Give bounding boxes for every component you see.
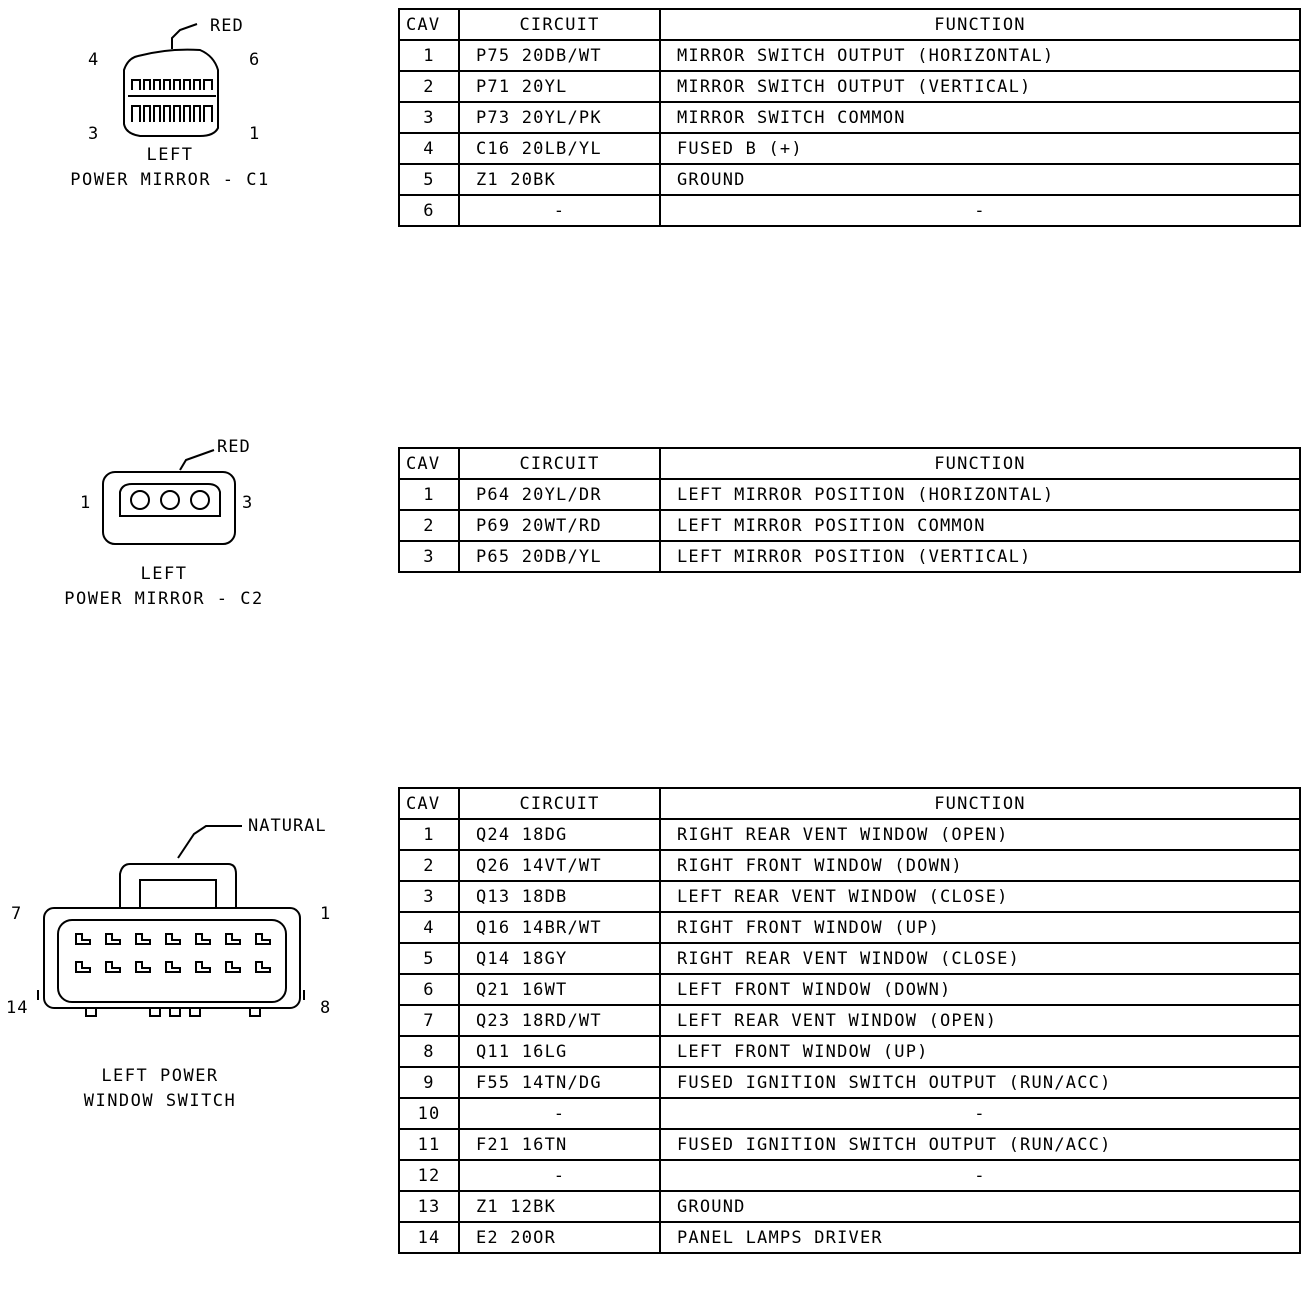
cav-cell: 10: [399, 1098, 459, 1129]
circuit-cell: Q21 16WT: [459, 974, 660, 1005]
cav-cell: 5: [399, 164, 459, 195]
header-function: FUNCTION: [660, 9, 1300, 40]
connector-power-window-switch: [0, 770, 360, 1130]
table-row: [399, 195, 1300, 226]
function-cell: RIGHT REAR VENT WINDOW (CLOSE): [660, 943, 1300, 974]
header-cav: CAV: [399, 448, 459, 479]
function-cell: GROUND: [660, 1191, 1300, 1222]
lock-tab: [178, 826, 242, 858]
function-cell: FUSED IGNITION SWITCH OUTPUT (RUN/ACC): [660, 1067, 1300, 1098]
terminal-cavity: [256, 934, 270, 944]
terminal-row-top: [132, 80, 212, 90]
terminal-row-bottom: [132, 106, 212, 122]
circuit-cell: Q26 14VT/WT: [459, 850, 660, 881]
table-row: [399, 541, 1300, 572]
table-row: [399, 1222, 1300, 1253]
terminal-1: [131, 491, 149, 509]
circuit-cell: Q23 18RD/WT: [459, 1005, 660, 1036]
color-label: RED: [217, 437, 251, 457]
cav-cell: 4: [399, 133, 459, 164]
table-row: [399, 1191, 1300, 1222]
latch-window: [140, 880, 216, 908]
pin-label-bottom-left: 3: [88, 124, 100, 144]
function-cell: LEFT FRONT WINDOW (UP): [660, 1036, 1300, 1067]
pinout-table-c2: [398, 447, 1301, 573]
terminal-cavity: [166, 934, 180, 944]
pinout-table-window-switch: [398, 787, 1301, 1254]
function-cell: LEFT REAR VENT WINDOW (CLOSE): [660, 881, 1300, 912]
function-cell: RIGHT FRONT WINDOW (UP): [660, 912, 1300, 943]
cav-cell: 13: [399, 1191, 459, 1222]
function-cell: -: [660, 1098, 1300, 1129]
pin-label-bottom-left: 14: [6, 998, 29, 1018]
table-row: [399, 71, 1300, 102]
latch-hood: [120, 864, 236, 908]
table-body: [399, 479, 1300, 572]
header-cav: CAV: [399, 788, 459, 819]
cav-cell: 1: [399, 479, 459, 510]
circuit-cell: Q14 18GY: [459, 943, 660, 974]
function-cell: -: [660, 1160, 1300, 1191]
terminal-cavity: [166, 962, 180, 972]
function-cell: RIGHT FRONT WINDOW (DOWN): [660, 850, 1300, 881]
caption-line-2: POWER MIRROR - C1: [70, 170, 270, 190]
function-cell: FUSED B (+): [660, 133, 1300, 164]
lock-tab: [172, 24, 197, 49]
cav-cell: 9: [399, 1067, 459, 1098]
table-header-row: [399, 448, 1300, 479]
cav-cell: 5: [399, 943, 459, 974]
caption-line-1: LEFT: [140, 564, 188, 584]
table-row: [399, 1160, 1300, 1191]
cav-cell: 8: [399, 1036, 459, 1067]
circuit-cell: Q24 18DG: [459, 819, 660, 850]
table-row: [399, 1129, 1300, 1160]
header-function: FUNCTION: [660, 448, 1300, 479]
function-cell: MIRROR SWITCH OUTPUT (HORIZONTAL): [660, 40, 1300, 71]
function-cell: LEFT MIRROR POSITION (VERTICAL): [660, 541, 1300, 572]
terminal-2: [161, 491, 179, 509]
cav-cell: 1: [399, 40, 459, 71]
circuit-cell: E2 20OR: [459, 1222, 660, 1253]
table-row: [399, 974, 1300, 1005]
connector-caption: [40, 1064, 280, 1114]
function-cell: LEFT REAR VENT WINDOW (OPEN): [660, 1005, 1300, 1036]
pinout-table-c1: [398, 8, 1301, 227]
circuit-cell: -: [459, 1160, 660, 1191]
pin-label-top-left: 7: [11, 904, 23, 924]
pin-label-top-right: 1: [320, 904, 332, 924]
terminal-cavity: [256, 962, 270, 972]
terminal-cavity: [76, 934, 90, 944]
section-power-mirror-c1: [0, 0, 1312, 250]
function-cell: MIRROR SWITCH COMMON: [660, 102, 1300, 133]
table-row: [399, 819, 1300, 850]
table-header-row: [399, 9, 1300, 40]
table-row: [399, 1005, 1300, 1036]
caption-line-1: LEFT: [146, 145, 194, 165]
cav-cell: 12: [399, 1160, 459, 1191]
terminal-cavity: [196, 962, 210, 972]
function-cell: LEFT MIRROR POSITION COMMON: [660, 510, 1300, 541]
header-circuit: CIRCUIT: [459, 9, 660, 40]
function-cell: FUSED IGNITION SWITCH OUTPUT (RUN/ACC): [660, 1129, 1300, 1160]
connector-caption: [28, 562, 300, 612]
circuit-cell: Q16 14BR/WT: [459, 912, 660, 943]
terminal-3: [191, 491, 209, 509]
function-cell: LEFT FRONT WINDOW (DOWN): [660, 974, 1300, 1005]
circuit-cell: P65 20DB/YL: [459, 541, 660, 572]
header-circuit: CIRCUIT: [459, 448, 660, 479]
table-row: [399, 912, 1300, 943]
table-body: [399, 819, 1300, 1253]
cav-cell: 3: [399, 881, 459, 912]
cav-cell: 4: [399, 912, 459, 943]
cav-cell: 3: [399, 541, 459, 572]
header-function: FUNCTION: [660, 788, 1300, 819]
table-row: [399, 133, 1300, 164]
circuit-cell: P75 20DB/WT: [459, 40, 660, 71]
terminal-cavity: [226, 962, 240, 972]
table-row: [399, 102, 1300, 133]
terminal-grid: [76, 934, 270, 972]
pin-label-left: 1: [80, 493, 92, 513]
terminal-cavity: [106, 962, 120, 972]
lock-tab: [180, 450, 214, 470]
function-cell: PANEL LAMPS DRIVER: [660, 1222, 1300, 1253]
header-circuit: CIRCUIT: [459, 788, 660, 819]
table-row: [399, 1036, 1300, 1067]
cav-cell: 11: [399, 1129, 459, 1160]
circuit-cell: -: [459, 1098, 660, 1129]
function-cell: RIGHT REAR VENT WINDOW (OPEN): [660, 819, 1300, 850]
cav-cell: 2: [399, 850, 459, 881]
terminal-cavity: [196, 934, 210, 944]
connector-power-mirror-c2: [0, 420, 360, 620]
table-row: [399, 881, 1300, 912]
terminal-cavity: [226, 934, 240, 944]
circuit-cell: F21 16TN: [459, 1129, 660, 1160]
section-power-mirror-c2: [0, 420, 1312, 620]
bottom-tabs: [86, 1008, 260, 1016]
circuit-cell: Z1 20BK: [459, 164, 660, 195]
table-row: [399, 1098, 1300, 1129]
table-row: [399, 164, 1300, 195]
caption-line-2: POWER MIRROR - C2: [64, 589, 264, 609]
cav-cell: 14: [399, 1222, 459, 1253]
color-label: RED: [210, 16, 244, 36]
header-cav: CAV: [399, 9, 459, 40]
circuit-cell: P71 20YL: [459, 71, 660, 102]
terminal-frame: [120, 484, 220, 516]
connector-caption: [40, 143, 300, 193]
pin-label-bottom-right: 1: [249, 124, 261, 144]
cav-cell: 3: [399, 102, 459, 133]
terminal-cavity: [106, 934, 120, 944]
connector-body: [124, 50, 218, 136]
cav-cell: 2: [399, 510, 459, 541]
pin-label-top-left: 4: [88, 50, 100, 70]
function-cell: MIRROR SWITCH OUTPUT (VERTICAL): [660, 71, 1300, 102]
pin-label-top-right: 6: [249, 50, 261, 70]
table-row: [399, 510, 1300, 541]
circuit-cell: Z1 12BK: [459, 1191, 660, 1222]
pin-label-right: 3: [242, 493, 254, 513]
table-row: [399, 479, 1300, 510]
table-row: [399, 1067, 1300, 1098]
caption-line-2: WINDOW SWITCH: [83, 1091, 237, 1111]
pin-label-bottom-right: 8: [320, 998, 332, 1018]
color-label: NATURAL: [248, 816, 327, 836]
table-body: [399, 40, 1300, 226]
table-row: [399, 943, 1300, 974]
circuit-cell: P69 20WT/RD: [459, 510, 660, 541]
connector-shell: [44, 908, 300, 1008]
table-row: [399, 850, 1300, 881]
function-cell: GROUND: [660, 164, 1300, 195]
connector-power-mirror-c1: [0, 0, 360, 200]
circuit-cell: F55 14TN/DG: [459, 1067, 660, 1098]
circuit-cell: Q13 18DB: [459, 881, 660, 912]
cav-cell: 6: [399, 974, 459, 1005]
function-cell: -: [660, 195, 1300, 226]
function-cell: LEFT MIRROR POSITION (HORIZONTAL): [660, 479, 1300, 510]
circuit-cell: P73 20YL/PK: [459, 102, 660, 133]
circuit-cell: P64 20YL/DR: [459, 479, 660, 510]
cav-cell: 2: [399, 71, 459, 102]
circuit-cell: C16 20LB/YL: [459, 133, 660, 164]
section-power-window-switch: [0, 770, 1312, 1294]
caption-line-1: LEFT POWER: [101, 1066, 219, 1086]
terminal-cavity: [136, 962, 150, 972]
cav-cell: 1: [399, 819, 459, 850]
circuit-cell: -: [459, 195, 660, 226]
table-row: [399, 40, 1300, 71]
circuit-cell: Q11 16LG: [459, 1036, 660, 1067]
table-header-row: [399, 788, 1300, 819]
terminal-cavity: [136, 934, 150, 944]
terminal-cavity: [76, 962, 90, 972]
cav-cell: 7: [399, 1005, 459, 1036]
cav-cell: 6: [399, 195, 459, 226]
